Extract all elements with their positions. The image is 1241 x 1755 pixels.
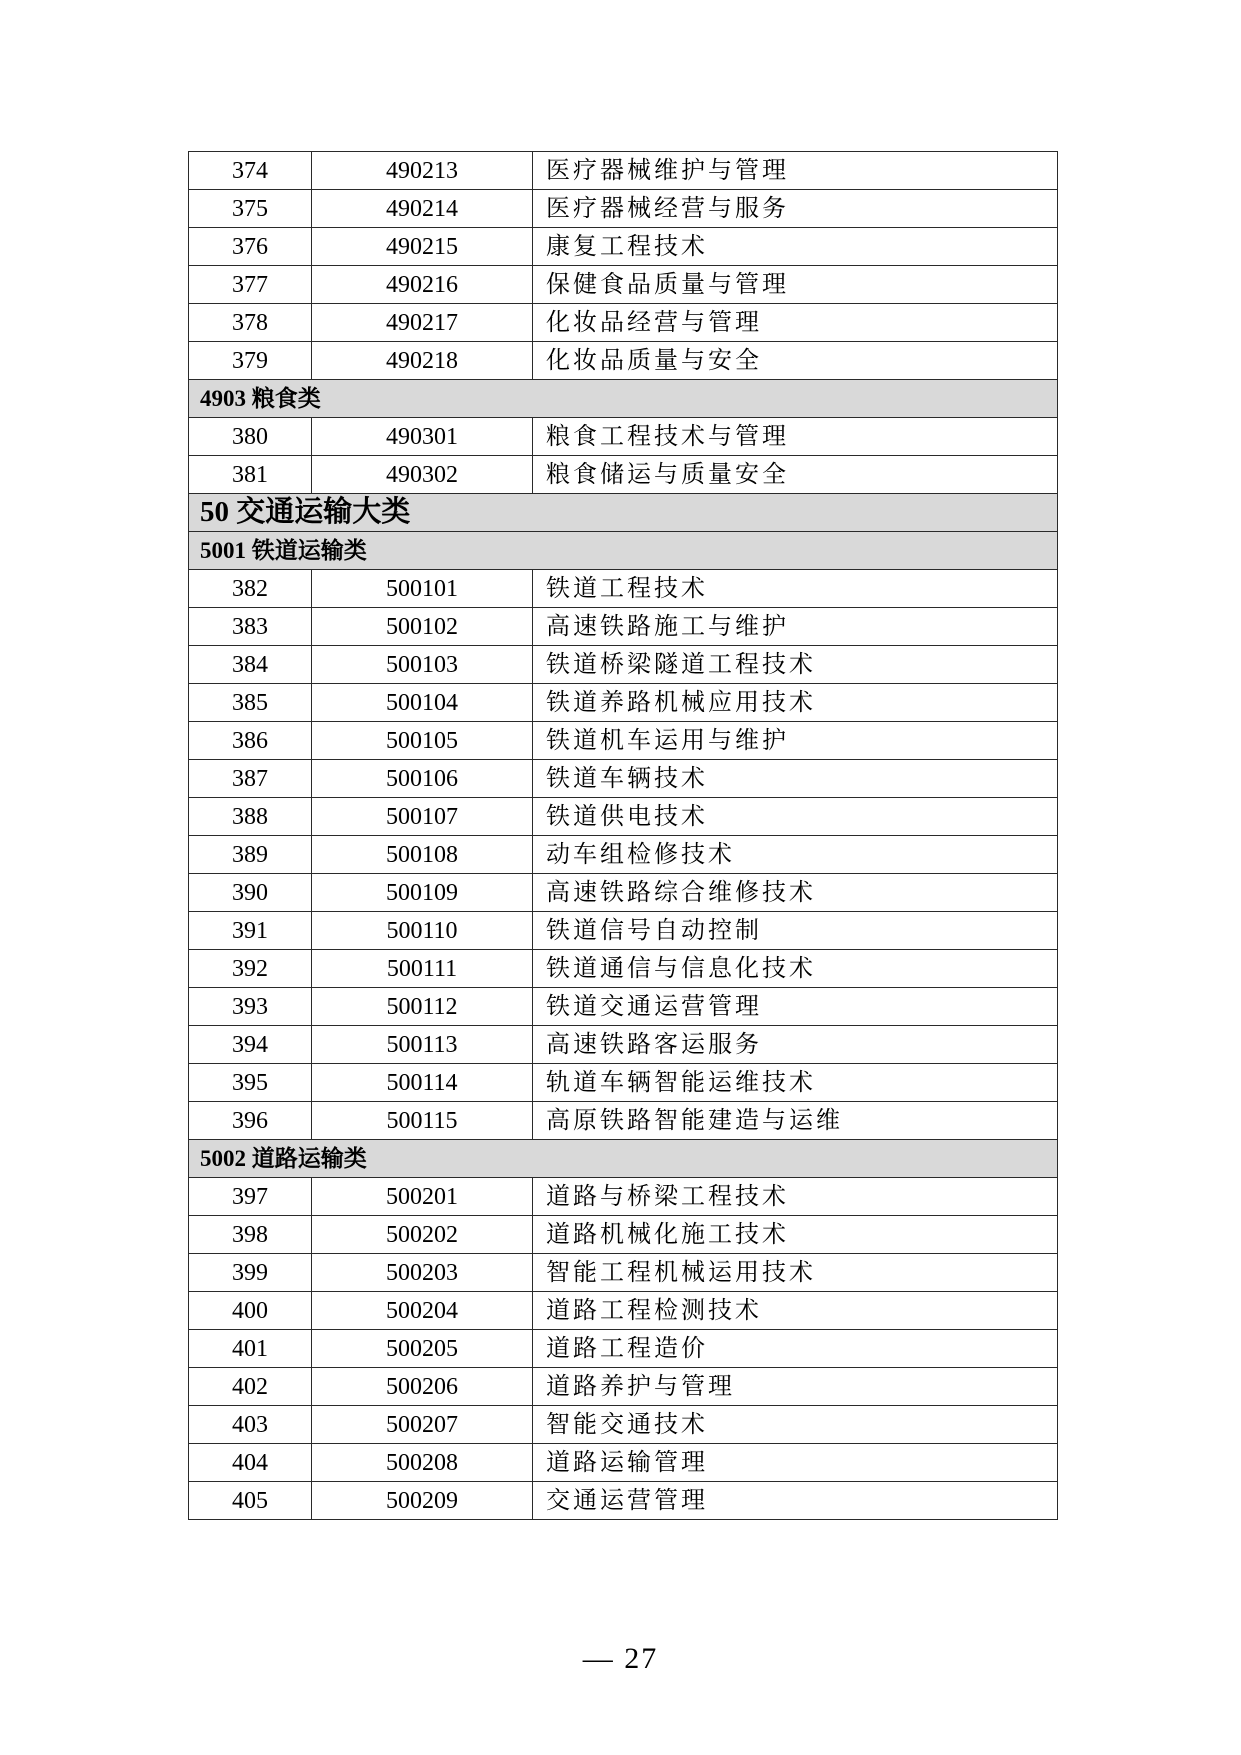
row-number-cell: 386 xyxy=(189,722,312,760)
major-code-cell: 500110 xyxy=(312,912,533,950)
table-row xyxy=(189,418,1058,456)
table-row xyxy=(189,1102,1058,1140)
major-code-cell: 500207 xyxy=(312,1406,533,1444)
major-name-cell: 高原铁路智能建造与运维 xyxy=(533,1102,1058,1140)
table-row xyxy=(189,912,1058,950)
table-body xyxy=(189,152,1058,1520)
major-category-label: 50 交通运输大类 xyxy=(189,494,1058,532)
major-code-cell: 500208 xyxy=(312,1444,533,1482)
major-code-cell: 490301 xyxy=(312,418,533,456)
row-number-cell: 398 xyxy=(189,1216,312,1254)
row-number-cell: 376 xyxy=(189,228,312,266)
row-number-cell: 384 xyxy=(189,646,312,684)
major-code-cell: 500106 xyxy=(312,760,533,798)
row-number-cell: 402 xyxy=(189,1368,312,1406)
major-code-cell: 490213 xyxy=(312,152,533,190)
major-name-cell: 铁道工程技术 xyxy=(533,570,1058,608)
row-number-cell: 403 xyxy=(189,1406,312,1444)
major-name-cell: 医疗器械维护与管理 xyxy=(533,152,1058,190)
table-row xyxy=(189,722,1058,760)
major-name-cell: 高速铁路综合维修技术 xyxy=(533,874,1058,912)
major-code-cell: 500111 xyxy=(312,950,533,988)
major-code-cell: 500114 xyxy=(312,1064,533,1102)
table-row xyxy=(189,684,1058,722)
major-name-cell: 交通运营管理 xyxy=(533,1482,1058,1520)
table-row xyxy=(189,1026,1058,1064)
table-row xyxy=(189,1292,1058,1330)
subcategory-label: 5002 道路运输类 xyxy=(189,1140,1058,1178)
row-number-cell: 380 xyxy=(189,418,312,456)
major-name-cell: 铁道供电技术 xyxy=(533,798,1058,836)
row-number-cell: 379 xyxy=(189,342,312,380)
table-row xyxy=(189,152,1058,190)
major-name-cell: 铁道信号自动控制 xyxy=(533,912,1058,950)
major-code-cell: 500209 xyxy=(312,1482,533,1520)
row-number-cell: 381 xyxy=(189,456,312,494)
row-number-cell: 383 xyxy=(189,608,312,646)
table-row xyxy=(189,950,1058,988)
table-row xyxy=(189,1254,1058,1292)
major-code-cell: 500101 xyxy=(312,570,533,608)
major-code-cell: 500115 xyxy=(312,1102,533,1140)
row-number-cell: 375 xyxy=(189,190,312,228)
major-name-cell: 道路运输管理 xyxy=(533,1444,1058,1482)
major-name-cell: 粮食储运与质量安全 xyxy=(533,456,1058,494)
table-row xyxy=(189,1064,1058,1102)
row-number-cell: 389 xyxy=(189,836,312,874)
major-code-cell: 500108 xyxy=(312,836,533,874)
major-code-cell: 490216 xyxy=(312,266,533,304)
row-number-cell: 395 xyxy=(189,1064,312,1102)
subcategory-row xyxy=(189,532,1058,570)
major-name-cell: 铁道机车运用与维护 xyxy=(533,722,1058,760)
major-name-cell: 道路工程检测技术 xyxy=(533,1292,1058,1330)
major-name-cell: 轨道车辆智能运维技术 xyxy=(533,1064,1058,1102)
row-number-cell: 387 xyxy=(189,760,312,798)
major-code-cell: 490302 xyxy=(312,456,533,494)
major-name-cell: 道路机械化施工技术 xyxy=(533,1216,1058,1254)
table-row xyxy=(189,1216,1058,1254)
major-code-cell: 500109 xyxy=(312,874,533,912)
page-number: — 27 xyxy=(582,1642,659,1675)
table-row xyxy=(189,798,1058,836)
table-row xyxy=(189,646,1058,684)
row-number-cell: 400 xyxy=(189,1292,312,1330)
major-code-cell: 500201 xyxy=(312,1178,533,1216)
row-number-cell: 378 xyxy=(189,304,312,342)
row-number-cell: 401 xyxy=(189,1330,312,1368)
row-number-cell: 394 xyxy=(189,1026,312,1064)
major-category-row xyxy=(189,494,1058,532)
table-row xyxy=(189,1406,1058,1444)
major-code-cell: 490217 xyxy=(312,304,533,342)
row-number-cell: 374 xyxy=(189,152,312,190)
major-name-cell: 铁道桥梁隧道工程技术 xyxy=(533,646,1058,684)
row-number-cell: 397 xyxy=(189,1178,312,1216)
major-code-cell: 500204 xyxy=(312,1292,533,1330)
subcategory-row xyxy=(189,1140,1058,1178)
major-code-cell: 500206 xyxy=(312,1368,533,1406)
row-number-cell: 393 xyxy=(189,988,312,1026)
row-number-cell: 391 xyxy=(189,912,312,950)
major-code-cell: 490218 xyxy=(312,342,533,380)
table-row xyxy=(189,456,1058,494)
major-name-cell: 铁道车辆技术 xyxy=(533,760,1058,798)
row-number-cell: 399 xyxy=(189,1254,312,1292)
row-number-cell: 396 xyxy=(189,1102,312,1140)
major-name-cell: 铁道养路机械应用技术 xyxy=(533,684,1058,722)
major-name-cell: 保健食品质量与管理 xyxy=(533,266,1058,304)
major-code-cell: 500105 xyxy=(312,722,533,760)
major-name-cell: 道路工程造价 xyxy=(533,1330,1058,1368)
table-row xyxy=(189,304,1058,342)
major-code-cell: 490214 xyxy=(312,190,533,228)
major-catalog-table xyxy=(188,151,1058,1520)
table-row xyxy=(189,1368,1058,1406)
row-number-cell: 404 xyxy=(189,1444,312,1482)
major-code-cell: 490215 xyxy=(312,228,533,266)
row-number-cell: 392 xyxy=(189,950,312,988)
major-name-cell: 道路与桥梁工程技术 xyxy=(533,1178,1058,1216)
row-number-cell: 385 xyxy=(189,684,312,722)
major-code-cell: 500103 xyxy=(312,646,533,684)
row-number-cell: 382 xyxy=(189,570,312,608)
row-number-cell: 377 xyxy=(189,266,312,304)
major-name-cell: 化妆品质量与安全 xyxy=(533,342,1058,380)
major-name-cell: 智能交通技术 xyxy=(533,1406,1058,1444)
table-row xyxy=(189,1444,1058,1482)
major-code-cell: 500202 xyxy=(312,1216,533,1254)
major-code-cell: 500104 xyxy=(312,684,533,722)
major-name-cell: 动车组检修技术 xyxy=(533,836,1058,874)
table-row xyxy=(189,836,1058,874)
major-code-cell: 500113 xyxy=(312,1026,533,1064)
major-name-cell: 铁道通信与信息化技术 xyxy=(533,950,1058,988)
major-code-cell: 500203 xyxy=(312,1254,533,1292)
subcategory-row xyxy=(189,380,1058,418)
table-row xyxy=(189,988,1058,1026)
table-row xyxy=(189,874,1058,912)
major-code-cell: 500112 xyxy=(312,988,533,1026)
major-name-cell: 医疗器械经营与服务 xyxy=(533,190,1058,228)
major-name-cell: 高速铁路客运服务 xyxy=(533,1026,1058,1064)
major-name-cell: 康复工程技术 xyxy=(533,228,1058,266)
table-row xyxy=(189,1330,1058,1368)
table-row xyxy=(189,190,1058,228)
table-row xyxy=(189,1178,1058,1216)
table-row xyxy=(189,266,1058,304)
table-row xyxy=(189,1482,1058,1520)
table-row xyxy=(189,342,1058,380)
row-number-cell: 405 xyxy=(189,1482,312,1520)
major-name-cell: 道路养护与管理 xyxy=(533,1368,1058,1406)
table-row xyxy=(189,570,1058,608)
major-name-cell: 智能工程机械运用技术 xyxy=(533,1254,1058,1292)
subcategory-label: 5001 铁道运输类 xyxy=(189,532,1058,570)
row-number-cell: 388 xyxy=(189,798,312,836)
table-row xyxy=(189,760,1058,798)
major-name-cell: 高速铁路施工与维护 xyxy=(533,608,1058,646)
major-code-cell: 500205 xyxy=(312,1330,533,1368)
subcategory-label: 4903 粮食类 xyxy=(189,380,1058,418)
table-row xyxy=(189,608,1058,646)
row-number-cell: 390 xyxy=(189,874,312,912)
table-row xyxy=(189,228,1058,266)
major-code-cell: 500107 xyxy=(312,798,533,836)
major-name-cell: 化妆品经营与管理 xyxy=(533,304,1058,342)
major-code-cell: 500102 xyxy=(312,608,533,646)
major-name-cell: 铁道交通运营管理 xyxy=(533,988,1058,1026)
major-name-cell: 粮食工程技术与管理 xyxy=(533,418,1058,456)
